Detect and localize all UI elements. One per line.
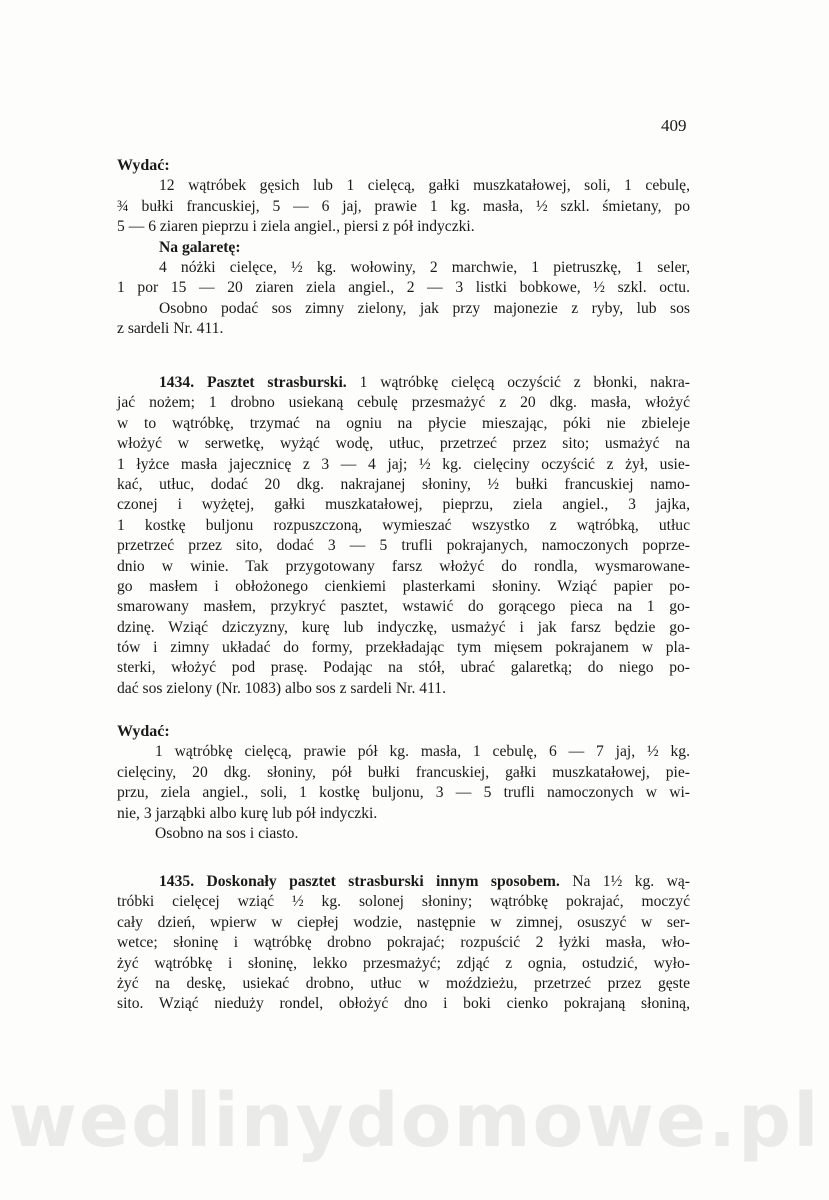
text-line: dać sos zielony (Nr. 1083) albo sos z sardeli Nr. 411. xyxy=(117,679,446,697)
text-line: w to wątróbkę, trzymać na ogniu na płycie mieszając, póki nie zbieleje xyxy=(117,414,690,432)
subsection-heading: Na galaretę: xyxy=(159,238,241,256)
text-line: cały dzień, wpierw w ciepłej wodzie, następnie w zimnej, osuszyć w ser- xyxy=(117,913,690,931)
text-line: żyć wątróbkę i słoninę, lekko przesmażyć; zdjąć z ognia, ostudzić, wyło- xyxy=(117,954,690,972)
text-line: żyć na deskę, usiekać drobno, utłuc w moździeżu, przetrzeć przez gęste xyxy=(117,974,690,992)
recipe-text: Na 1½ kg. wą- xyxy=(572,873,690,890)
text-line: 1 por 15 — 20 ziaren ziela angiel., 2 — 3 listki bobkowe, ½ szkl. octu. xyxy=(117,279,690,297)
recipe-title: 1434. Pasztet strasburski. xyxy=(159,374,347,391)
text-line: cielęciny, 20 dkg. słoniny, pół bułki francuskiej, gałki muszkatałowej, pie- xyxy=(117,763,690,781)
recipe-first-line xyxy=(117,373,690,393)
text-line: przu, ziela angiel., soli, 1 kostkę buljonu, 3 — 5 trufli namoczonych w wi- xyxy=(117,784,690,802)
text-line: 12 wątróbek gęsich lub 1 cielęcą, gałki muszkatałowej, soli, 1 cebulę, xyxy=(159,177,690,195)
text-line: włożyć w serwetkę, wyżąć wodę, utłuc, przetrzeć przez sito; usmażyć na xyxy=(117,435,690,453)
text-line: tów i zimny układać do formy, przekładając tym mięsem pokrajanem w pla- xyxy=(117,639,690,657)
text-line: jać nożem; 1 drobno usiekaną cebulę przesmażyć z 20 dkg. masła, włożyć xyxy=(117,394,690,412)
text-line: 5 — 6 ziaren pieprzu i ziela angiel., piersi z pół indyczki. xyxy=(117,218,475,236)
text-line: 4 nóżki cielęce, ½ kg. wołowiny, 2 marchwie, 1 pietruszkę, 1 seler, xyxy=(159,258,690,276)
text-line: 1 łyżce masła jajecznicę z 3 — 4 jaj; ½ kg. cielęciny oczyścić z żył, usie- xyxy=(117,455,690,473)
text-line: smarowany masłem, przykryć pasztet, wstawić do gorącego pieca na 1 go- xyxy=(117,598,690,616)
text-line: sterki, włożyć pod prasę. Podając na stół, ubrać galaretką; do niego po- xyxy=(117,659,690,677)
text-line: kać, utłuc, dodać 20 dkg. nakrajanej słoniny, ½ bułki francuskiej namo- xyxy=(117,475,690,493)
text-line: Osobno na sos i ciasto. xyxy=(155,824,299,842)
watermark: wedlinydomowe.pl xyxy=(8,1078,821,1164)
recipe-first-line xyxy=(117,872,690,892)
section-heading: Wydać: xyxy=(117,157,170,174)
text-line: 1 kostkę buljonu rozpuszczoną, wymieszać wszystko z wątróbką, utłuc xyxy=(117,516,690,534)
text-line: tróbki cielęcej wziąć ½ kg. solonej słoniny; wątróbkę pokrajać, moczyć xyxy=(117,893,690,911)
text-line: go masłem i obłożonego cienkiemi plasterkami słoniny. Wziąć papier po- xyxy=(117,577,690,595)
text-line: z sardeli Nr. 411. xyxy=(117,320,224,338)
text-line: dnio w winie. Tak przygotowany farsz włożyć do rondla, wysmarowane- xyxy=(117,557,690,575)
ingredients-block-1 xyxy=(117,156,690,340)
ingredients-block-2 xyxy=(117,722,690,844)
recipe-title: 1435. Doskonały pasztet strasburski innym sposobem. xyxy=(159,873,560,890)
text-line: 1 wątróbkę cielęcą, prawie pół kg. masła, 1 cebulę, 6 — 7 jaj, ½ kg. xyxy=(155,743,690,761)
page-number: 409 xyxy=(661,116,687,135)
text-line: wetce; słoninę i wątróbkę drobno pokrajać; rozpuścić 2 łyżki masła, wło- xyxy=(117,934,690,952)
text-line: ¾ bułki francuskiej, 5 — 6 jaj, prawie 1 kg. masła, ½ szkl. śmietany, po xyxy=(117,197,690,215)
text-line: dzinę. Wziąć dziczyzny, kurę lub indyczkę, usmażyć i jak farsz będzie go- xyxy=(117,618,690,636)
recipe-1434 xyxy=(117,373,690,699)
text-line: czonej i wyżętej, gałki muszkatałowej, pieprzu, ziela angiel., 3 jajka, xyxy=(117,496,690,514)
section-heading: Wydać: xyxy=(117,723,170,740)
text-line: nie, 3 jarząbki albo kurę lub pół indyczki. xyxy=(117,804,378,822)
recipe-text: 1 wątróbkę cielęcą oczyścić z błonki, nakra- xyxy=(359,374,690,391)
text-line: sito. Wziąć nieduży rondel, obłożyć dno i boki cienko pokrajaną słoniną, xyxy=(117,995,690,1013)
recipe-1435 xyxy=(117,872,690,1015)
text-line: przetrzeć przez sito, dodać 3 — 5 trufli pokrajanych, namoczonych poprze- xyxy=(117,537,690,555)
text-line: Osobno podać sos zimny zielony, jak przy majonezie z ryby, lub sos xyxy=(159,299,690,317)
